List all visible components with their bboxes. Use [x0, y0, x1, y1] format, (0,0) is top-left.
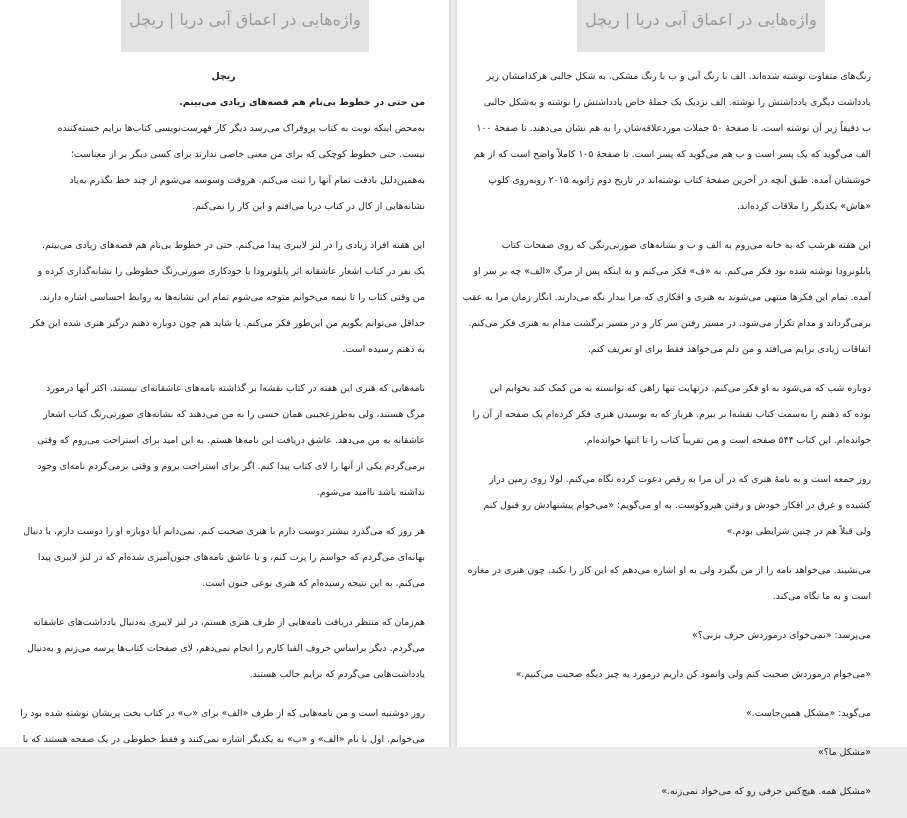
paragraph — [487, 662, 871, 688]
text-line: یادداشت دیگری یادداشتش را نوشته. الف نزدیک یک جملهٔ خاص یادداشتش را نوشته و به‌شکل جالبی — [483, 97, 871, 108]
text-line: این هفته افراد زیادی را در لنز لایبری پیدا می‌کنم. حتی در خطوط بی‌نام هم قصه‌های زیادی می‌بینم. — [41, 240, 425, 251]
text-line: برمی‌گردم یکی از آنها را لای کتاب پیدا کنم. اگر برای استراحت بروم و وقتی برمی‌گردم نامه‌ای وجود — [37, 461, 425, 472]
text-line: مرگ هستند، ولی به‌طرزعجیبی همان حسی را به من می‌دهند که نشانه‌های صورتی‌رنگ کتاب اشعار — [43, 409, 425, 420]
text-line: روز دوشنبه است و من نامه‌هایی که از طرف «الف» برای «ب» در کتاب بخت پریشان نوشته شده بود را — [20, 708, 425, 719]
running-header-title: واژه‌هایی در اعماق آبی دریا | ریچل — [585, 10, 817, 29]
text-line: نداشته باشد ناامید می‌شوم. — [316, 487, 425, 498]
text-line: من وقتی کتاب را تا نیمه می‌خوانم متوجه می‌شوم تمام این نشانه‌ها به روابط احساسی اشاره دارند. — [39, 292, 425, 303]
right-page — [457, 0, 907, 797]
running-header-right — [577, 0, 825, 52]
chapter-heading: ریچل — [211, 71, 236, 82]
text-line: بوده که ذهنم را به‌سمت کتاب نقشه‌ا بر ببرم. هربار که به بوسیدن هنری فکر کرده‌ام یک صفحه از آن را — [472, 409, 871, 420]
text-line: رنگ‌های متفاوت نوشته شده‌اند. الف با رنگ آبی و ب با رنگ مشکی. به شکل جالبی هرکدامشان زیر — [486, 71, 871, 82]
text-line: روز جمعه است و به نامهٔ هنری که در آن مرا به رقص دعوت کرده نگاه می‌کنم. لولا روی زمین دراز — [488, 474, 871, 485]
text-line: بهانه‌ای می‌گردم که حواسم را پرت کنم، و یا عاشق نامه‌های جنون‌آمیزی شده‌ام که در لنز لایبری پیدا — [37, 552, 425, 563]
text-line: به‌محض اینکه نوبت به کتاب پروفراک می‌رسد دیگر کار فهرست‌نویسی کتاب‌ها برایم خسته‌کننده — [57, 123, 425, 134]
text-line: هر روز که می‌گذرد بیشتر دوست دارم با هنری صحبت کنم. نمی‌دانم آیا دوباره او را دوست دارم، یا دنبال — [23, 526, 425, 537]
book-gutter — [449, 0, 457, 747]
text-line: یک نفر در کتاب اشعار عاشقانه اثر پابلونرودا با خودکاری صورتی‌رنگ خطوطی را نشانه‌گذاری کرده و — [37, 266, 425, 277]
text-line: می‌نشیند. می‌خواهد نامه را از من بگیرد ولی به او اشاره می‌دهم که این کار را نکند. چون هنری در مغازه — [467, 565, 871, 576]
paragraph — [22, 116, 425, 220]
text-line: می‌پرسد: «نمی‌خوای درموردش حرف بزنی؟» — [692, 630, 871, 641]
paragraph — [472, 376, 871, 454]
text-line: نیست. حتی خطوط کوچکی که برای من معنی خاصی ندارند برای کسی دیگر بر از معناست؛ — [70, 149, 425, 160]
chapter-subheading: من حتی در خطوط بی‌نام هم قصه‌های زیادی می‌بینم. — [179, 97, 425, 108]
text-line: یادداشت‌هایی می‌گردم که برایم جالب هستند. — [249, 669, 425, 680]
text-line: این هفته هرشب که به خانه می‌روم به الف و ب و نشانه‌های صورتی‌رنگی که روی صفحات کتاب — [501, 240, 871, 251]
paragraph — [22, 519, 425, 597]
right-page-body — [462, 64, 871, 818]
text-line: به ذهنم رسیده است. — [342, 344, 425, 355]
text-line: «هاش» یکدیگر را ملاقات کرده‌اند. — [736, 201, 871, 212]
text-line: نشانه‌هایی از کال در کتاب دریا می‌افتم و این کار را نمی‌کنم. — [192, 201, 425, 212]
paragraph — [487, 623, 871, 649]
paragraph — [22, 610, 425, 688]
text-line: به‌همین‌دلیل بادقت تمام آنها را ثبت می‌کنم. هروقت وسوسه می‌شوم از چند خط بگذرم به‌یاد — [69, 175, 425, 186]
left-page-body — [22, 64, 425, 766]
paragraph — [22, 376, 425, 506]
text-line: الف می‌گوید که یک پسر است و ب هم می‌گوید که پسر است. تا صفحهٔ ۱۰۵ کاملاً واضح است که از هم — [473, 149, 871, 160]
paragraph — [462, 233, 871, 363]
text-line: حداقل می‌توانم بگویم من این‌طور فکر می‌کنم. یا شاید هم چون دوباره ذهنم درگیر هنری شده این فکر — [30, 318, 425, 329]
text-line: پابلونرودا نوشته شده بود فکر می‌کنم. به «ف» فکر می‌کنم و به اینکه پس از مرگ «الف» چه بر سر او — [473, 266, 871, 277]
paragraph — [473, 64, 871, 220]
text-line: خوششان آمده. طبق آنچه در آخرین صفحهٔ کتاب نوشته‌اند در تاریخ دوم ژانویه ۲۰۱۵ روبه‌روی کلوپ — [488, 175, 871, 186]
text-line: می‌گردم. دیگر براساس حروف الفبا کارم را انجام نمی‌دهم، لای صفحات کتاب‌ها پرسه می‌زنم و به‌دنبال — [26, 643, 425, 654]
running-header-left — [121, 0, 369, 52]
text-line: ب دقیقاً زیر آن نوشته است. تا صفحهٔ ۵۰ جملات موردعلاقه‌شان را به هم نشان می‌دهند. تا صفحهٔ ۱۰۰ — [476, 123, 871, 134]
paragraph — [487, 740, 871, 766]
paragraph — [467, 558, 871, 610]
paragraph — [487, 701, 871, 727]
text-line: «می‌خوام درموردش صحبت کنم ولی وانمود کن داریم درمورد یه چیز دیگه صحبت می‌کنیم.» — [515, 669, 871, 680]
text-line: عاشقانه به من می‌دهد. عاشق دریافت این نامه‌ها هستم. به این امید برای استراحت می‌روم که وقتی — [37, 435, 425, 446]
text-line: اتفاقات زیادی برایم می‌افتد و من دلم می‌خواهد فقط برای او تعریف کنم. — [587, 344, 871, 355]
paragraph — [22, 701, 425, 753]
text-line: خوانده‌ام. این کتاب ۵۴۴ صفحه است و من تقریباً کتاب را تا انتها خوانده‌ام. — [583, 435, 871, 446]
text-line: ولی قبلاً هم در چنین شرایطی بودم.» — [726, 526, 871, 537]
text-line: «مشکل ما؟» — [818, 747, 871, 758]
text-line: نامه‌هایی که هنری این هفته در کتاب نقشه‌ا بر گذاشته نامه‌های عاشقانه‌ای نیستند. اکثر آنها درمورد — [46, 383, 425, 394]
text-line: دوباره شب که می‌شود به او فکر می‌کنم. درنهایت تنها راهی که توانسته به من کمک کند بخوابم این — [489, 383, 871, 394]
text-line: «مشکل همه. هیچ‌کس حرفی رو که می‌خواد نمی‌زنه.» — [661, 786, 871, 797]
text-line: برمی‌گرداند و مدام تکرار می‌شود. در مسیر رفتن سر کار و در مسیر برگشت مدام به هنری فکر می‌کنم. — [468, 318, 871, 329]
paragraph — [22, 233, 425, 363]
paragraph — [487, 779, 871, 805]
text-line: می‌گوید: «مشکل همین‌جاست.» — [746, 708, 871, 719]
running-header-title: واژه‌هایی در اعماق آبی دریا | ریچل — [129, 10, 361, 29]
paragraph — [483, 467, 871, 545]
left-page — [0, 0, 449, 747]
text-line: است و به ما نگاه می‌کند. — [772, 591, 871, 602]
text-line: کشیده و غرق در افکار خودش و رفتن هیروکوست. به او می‌گویم: «می‌خوام پیشنهادش رو قبول کنم — [483, 500, 871, 511]
text-line: آمده. تمام این فکرها منتهی می‌شوند به هنری و افکاری که مرا بیدار نگه می‌دارند. انگار زمان مرا به عقب — [462, 292, 871, 303]
text-line: می‌خوانم. اول با نام «الف» و «ب» به یکدیگر اشاره نمی‌کنند و فقط خطوطی در یک صفحه هستند که با — [22, 734, 425, 745]
text-line: می‌کنم. به این نتیجه رسیده‌ام که هنری نوعی جنون است. — [202, 578, 425, 589]
text-line: هم‌زمان که منتظر دریافت نامه‌هایی از طرف هنری هستم، در لنز لایبری به‌دنبال یادداشت‌های عاشقانه — [33, 617, 425, 628]
